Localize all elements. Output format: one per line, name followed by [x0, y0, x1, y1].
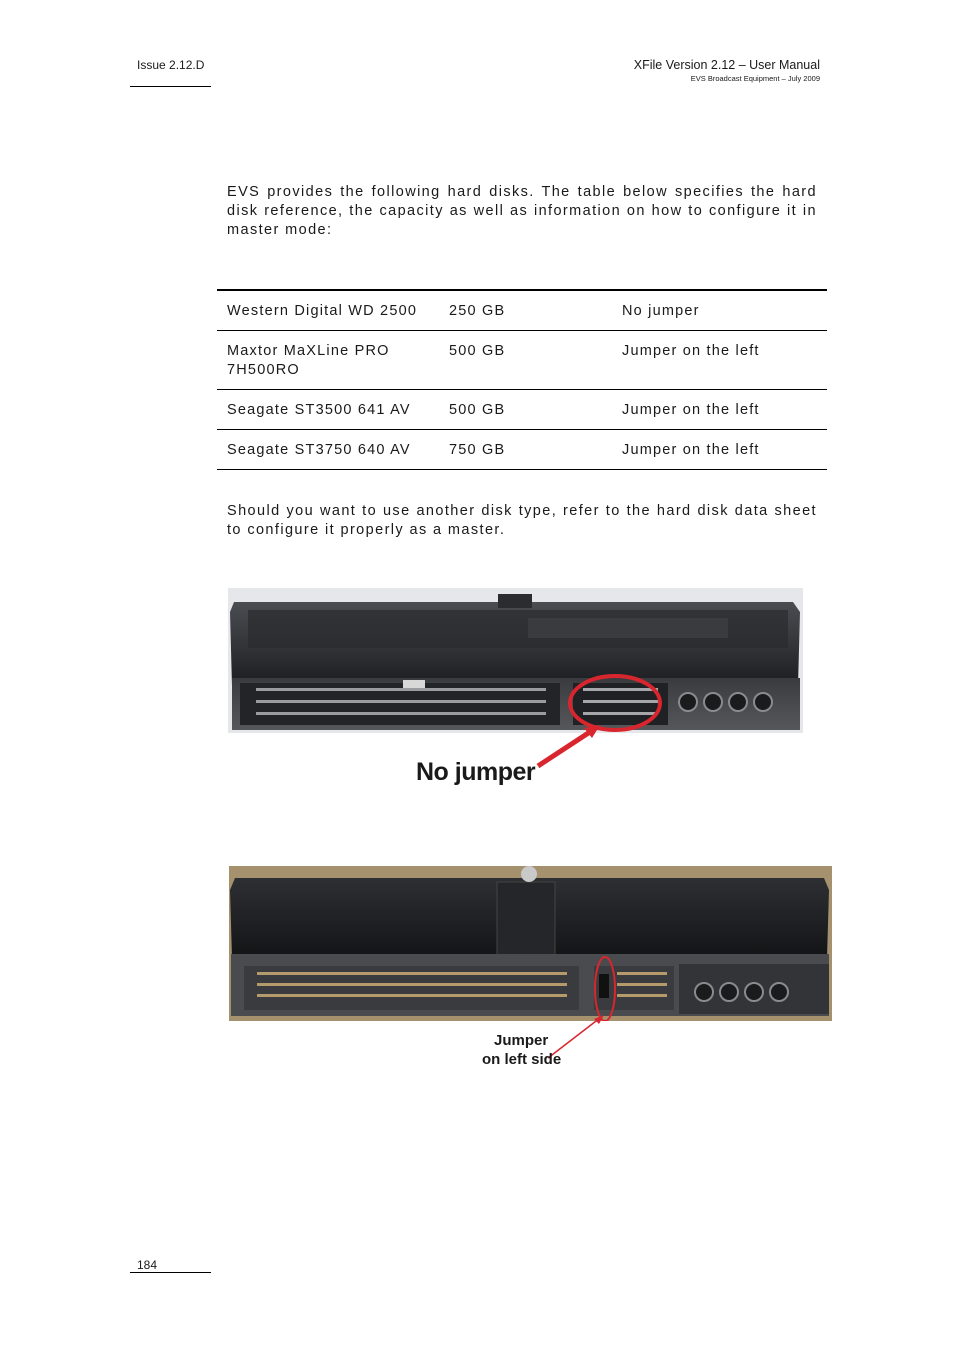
hard-disk-table: [217, 289, 827, 470]
disk-capacity: 500 GB: [449, 402, 506, 418]
table-row: [217, 331, 827, 390]
footer-rule: [130, 1272, 211, 1273]
manual-title: XFile Version 2.12 – User Manual: [633, 58, 820, 72]
manual-subtitle: EVS Broadcast Equipment – July 2009: [690, 74, 820, 83]
disk-configuration: Jumper on the left: [622, 343, 760, 359]
hard-disk-photo-jumper-left: [229, 866, 832, 1021]
disk-reference: Western Digital WD 2500: [227, 303, 418, 319]
disk-configuration: Jumper on the left: [622, 402, 760, 418]
issue-label: Issue 2.12.D: [137, 58, 205, 72]
intro-paragraph: EVS provides the following hard disks. The table below specifies the hard disk reference, the capacity as well as information on how to configure it in master mode:: [227, 184, 817, 238]
disk-reference: Seagate ST3500 641 AV: [227, 402, 411, 418]
disk-configuration: No jumper: [622, 303, 700, 319]
disk-reference: Seagate ST3750 640 AV: [227, 442, 411, 458]
jumper-label-line1: Jumper: [494, 1032, 549, 1049]
note-paragraph: Should you want to use another disk type, refer to the hard disk data sheet to configure it properly as a master.: [227, 503, 817, 538]
disk-capacity: 500 GB: [449, 343, 506, 359]
no-jumper-label: No jumper: [416, 758, 536, 786]
table-row: [217, 390, 827, 430]
jumper-label-line2: on left side: [482, 1051, 562, 1068]
disk-reference: Maxtor MaXLine PRO 7H500RO: [227, 343, 390, 378]
header-rule: [130, 86, 211, 87]
table-row: [217, 290, 827, 331]
table-row: [217, 430, 827, 470]
page-number: 184: [137, 1258, 158, 1272]
disk-capacity: 250 GB: [449, 303, 506, 319]
disk-capacity: 750 GB: [449, 442, 506, 458]
disk-configuration: Jumper on the left: [622, 442, 760, 458]
